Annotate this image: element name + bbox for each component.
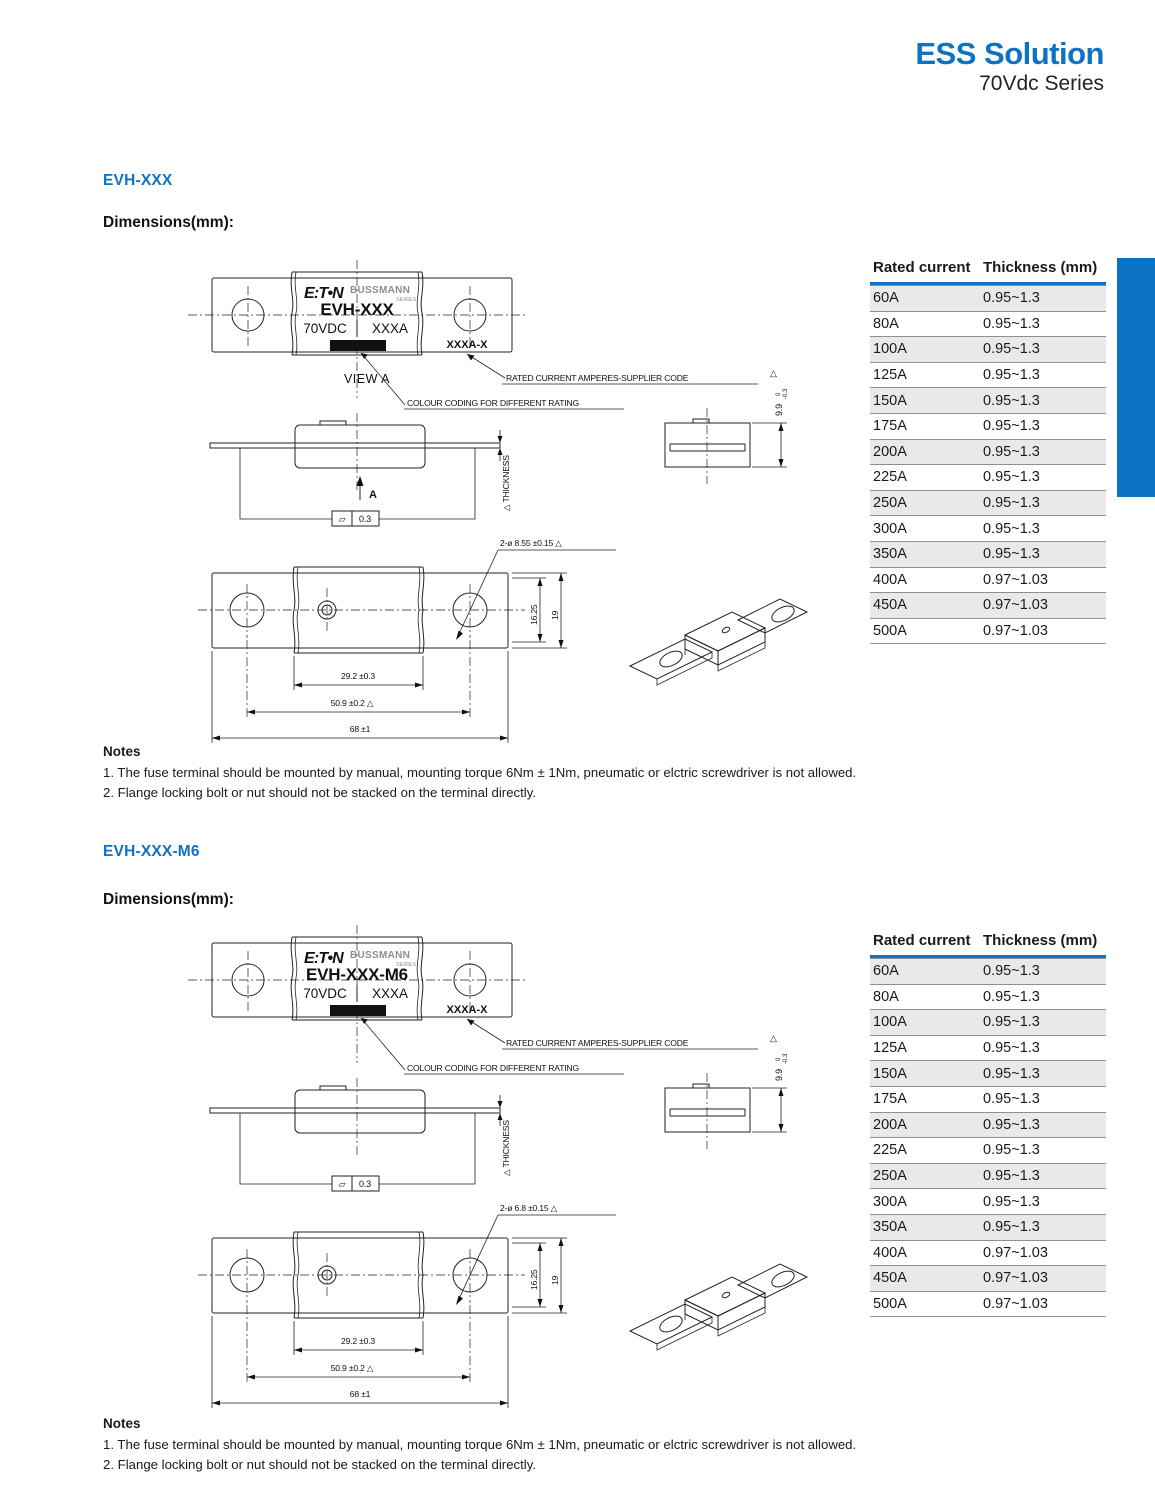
callout-rated-current: RATED CURRENT AMPERES-SUPPLIER CODE [506, 1038, 689, 1048]
datum-triangle: △ [770, 1033, 777, 1043]
thickness-cell: 0.95~1.3 [983, 1040, 1040, 1057]
thickness-cell: 0.95~1.3 [983, 1065, 1040, 1082]
rated-current-cell: 300A [873, 1193, 907, 1210]
rated-current-cell: 350A [873, 1219, 907, 1236]
dim-tab-width: 19 [550, 610, 560, 620]
thickness-cell: 0.95~1.3 [983, 1168, 1040, 1185]
table-header-cell: Rated current [873, 259, 971, 276]
thickness-cell: 0.95~1.3 [983, 495, 1040, 512]
top-view-geometry [188, 925, 528, 1063]
thickness-cell: 0.97~1.03 [983, 571, 1048, 588]
rated-current-cell: 150A [873, 392, 907, 409]
thickness-cell: 0.95~1.3 [983, 1091, 1040, 1108]
thickness-table-evh-xxx [870, 259, 1106, 644]
thickness-cell: 0.95~1.3 [983, 1193, 1040, 1210]
thickness-cell: 0.95~1.3 [983, 418, 1040, 435]
rated-current-cell: 225A [873, 469, 907, 486]
notes-title: Notes [103, 1416, 141, 1431]
thickness-callout [501, 1120, 511, 1176]
thickness-cell: 0.95~1.3 [983, 367, 1040, 384]
dim-tab-width: 19 [550, 1275, 560, 1285]
table-row [870, 567, 1106, 593]
table-row [870, 1009, 1106, 1035]
table-row [870, 439, 1106, 465]
tolerance-upper: 0 [776, 392, 782, 396]
table-row [870, 490, 1106, 516]
rated-current-cell: 500A [873, 623, 907, 640]
flatness-value: 0.3 [359, 1179, 371, 1189]
note-item: 2. Flange locking bolt or nut should not be stacked on the terminal directly. [103, 1457, 536, 1472]
height-dimension [774, 388, 789, 416]
thickness-callout [501, 455, 511, 511]
table-row [870, 1112, 1106, 1138]
thickness-cell: 0.95~1.3 [983, 290, 1040, 307]
page-edge-tab [1117, 258, 1155, 497]
note-item: 1. The fuse terminal should be mounted by manual, mounting torque 6Nm ± 1Nm, pneumatic or elctric screwdriver is not allowed. [103, 1437, 857, 1452]
fuse-drawing [180, 258, 810, 748]
current-label: XXXA [371, 986, 409, 1001]
bussmann-logo: BUSSMANN [350, 285, 411, 296]
table-row [870, 285, 1106, 311]
rated-current-cell: 80A [873, 315, 899, 332]
bottom-view-geometry [198, 550, 616, 743]
tolerance-lower: -0.3 [783, 1053, 789, 1064]
thickness-label: △ THICKNESS [501, 455, 511, 511]
callout-colour-coding: COLOUR CODING FOR DIFFERENT RATING [407, 1063, 579, 1073]
callout-colour-coding: COLOUR CODING FOR DIFFERENT RATING [407, 398, 579, 408]
thickness-cell: 0.95~1.3 [983, 341, 1040, 358]
thickness-cell: 0.97~1.03 [983, 1296, 1048, 1313]
rated-current-cell: 450A [873, 1270, 907, 1287]
rated-current-cell: 400A [873, 1244, 907, 1261]
view-a-label: VIEW A [343, 372, 391, 386]
rated-current-cell: 250A [873, 1168, 907, 1185]
table-row [870, 1291, 1106, 1318]
voltage-label: 70VDC [303, 321, 347, 336]
thickness-cell: 0.95~1.3 [983, 315, 1040, 332]
dim-mounting-holes: 2-ø 6.8 ±0.15 △ [500, 1203, 558, 1213]
table-row [870, 1137, 1106, 1163]
thickness-cell: 0.95~1.3 [983, 1142, 1040, 1159]
thickness-cell: 0.95~1.3 [983, 546, 1040, 563]
thickness-cell: 0.97~1.03 [983, 623, 1048, 640]
height-dimension [774, 1053, 789, 1081]
rated-current-cell: 60A [873, 963, 899, 980]
eaton-logo: E:T•N [304, 285, 343, 302]
fuse-drawing [180, 923, 810, 1413]
technical-drawing-evh-xxx [180, 258, 810, 748]
table-row [870, 541, 1106, 567]
rated-current-cell: 175A [873, 418, 907, 435]
section-heading-evh-xxx: EVH-XXX [103, 172, 173, 189]
notes-title: Notes [103, 744, 141, 759]
rated-current-cell: 450A [873, 597, 907, 614]
dim-inner-width: 29.2 ±0.3 [341, 671, 375, 681]
table-header-cell: Thickness (mm) [983, 932, 1098, 949]
note-item: 1. The fuse terminal should be mounted by manual, mounting torque 6Nm ± 1Nm, pneumatic or elctric screwdriver is not allowed. [103, 765, 857, 780]
technical-drawing-evh-xxx-m6 [180, 923, 810, 1413]
table-row [870, 413, 1106, 439]
table-header-row [870, 932, 1106, 958]
table-row [870, 387, 1106, 413]
dim-tab-inner: 16.25 [529, 1269, 539, 1290]
rated-current-cell: 125A [873, 367, 907, 384]
table-row [870, 1086, 1106, 1112]
end-view-geometry [665, 1073, 787, 1149]
section-letter: A [369, 489, 377, 501]
thickness-cell: 0.97~1.03 [983, 1270, 1048, 1287]
table-header-cell: Rated current [873, 932, 971, 949]
dimensions-label: Dimensions(mm): [103, 891, 234, 908]
thickness-cell: 0.95~1.3 [983, 1116, 1040, 1133]
thickness-table-evh-xxx-m6 [870, 932, 1106, 1317]
thickness-cell: 0.97~1.03 [983, 597, 1048, 614]
rated-current-cell: 250A [873, 495, 907, 512]
marking-label: XXXA-X [446, 339, 488, 351]
table-row [870, 311, 1106, 337]
tolerance-lower: -0.3 [783, 388, 789, 399]
flatness-value: 0.3 [359, 514, 371, 524]
dim-9-9: 9.9 [774, 1069, 784, 1081]
section-arrow [357, 476, 378, 501]
end-view-geometry [665, 408, 787, 484]
table-row [870, 1163, 1106, 1189]
notes-block-1 [103, 744, 893, 803]
table-row [870, 1265, 1106, 1291]
dim-mounting-holes: 2-ø 8.55 ±0.15 △ [500, 538, 562, 548]
rated-current-cell: 80A [873, 988, 899, 1005]
thickness-cell: 0.95~1.3 [983, 963, 1040, 980]
note-item: 2. Flange locking bolt or nut should not be stacked on the terminal directly. [103, 785, 536, 800]
table-row [870, 984, 1106, 1010]
eaton-logo: E:T•N [304, 950, 343, 967]
table-row [870, 464, 1106, 490]
thickness-cell: 0.95~1.3 [983, 1219, 1040, 1236]
rated-current-cell: 100A [873, 341, 907, 358]
isometric-view [630, 599, 807, 685]
thickness-cell: 0.95~1.3 [983, 988, 1040, 1005]
rated-current-cell: 300A [873, 520, 907, 537]
table-row [870, 515, 1106, 541]
model-label: EVH-XXX-M6 [306, 965, 408, 984]
thickness-label: △ THICKNESS [501, 1120, 511, 1176]
table-row [870, 1035, 1106, 1061]
thickness-cell: 0.97~1.03 [983, 1244, 1048, 1261]
rated-current-cell: 500A [873, 1296, 907, 1313]
notes-block-2 [103, 1416, 893, 1475]
rated-current-cell: 125A [873, 1040, 907, 1057]
voltage-label: 70VDC [303, 986, 347, 1001]
rated-current-cell: 400A [873, 571, 907, 588]
table-row [870, 336, 1106, 362]
rated-current-cell: 60A [873, 290, 899, 307]
flatness-symbol: ▱ [338, 1179, 346, 1189]
table-row [870, 1060, 1106, 1086]
thickness-cell: 0.95~1.3 [983, 443, 1040, 460]
series-label: SERIES [396, 962, 417, 968]
table-row [870, 592, 1106, 618]
thickness-cell: 0.95~1.3 [983, 469, 1040, 486]
colour-code-bar [330, 1005, 386, 1016]
side-view-geometry [210, 1078, 503, 1191]
table-header-cell: Thickness (mm) [983, 259, 1098, 276]
table-row [870, 1188, 1106, 1214]
dim-overall-length: 68 ±1 [349, 724, 371, 734]
thickness-cell: 0.95~1.3 [983, 1014, 1040, 1031]
series-label: SERIES [396, 297, 417, 303]
thickness-cell: 0.95~1.3 [983, 392, 1040, 409]
dim-overall-length: 68 ±1 [349, 1389, 371, 1399]
table-row [870, 1214, 1106, 1240]
dimensions-label: Dimensions(mm): [103, 214, 234, 231]
rated-current-cell: 200A [873, 443, 907, 460]
flatness-symbol: ▱ [338, 514, 346, 524]
marking-label: XXXA-X [446, 1004, 488, 1016]
thickness-cell: 0.95~1.3 [983, 520, 1040, 537]
table-row [870, 362, 1106, 388]
rated-current-cell: 100A [873, 1014, 907, 1031]
rated-current-cell: 225A [873, 1142, 907, 1159]
dim-9-9: 9.9 [774, 404, 784, 416]
dim-tab-inner: 16.25 [529, 604, 539, 625]
bussmann-logo: BUSSMANN [350, 950, 411, 961]
page-header [704, 36, 1104, 96]
rated-current-cell: 350A [873, 546, 907, 563]
colour-code-bar [330, 340, 386, 351]
model-label: EVH-XXX [320, 300, 394, 319]
page-title: ESS Solution [915, 36, 1104, 71]
rated-current-cell: 175A [873, 1091, 907, 1108]
dim-hole-span: 50.9 ±0.2 △ [330, 1363, 374, 1373]
rated-current-cell: 150A [873, 1065, 907, 1082]
dim-inner-width: 29.2 ±0.3 [341, 1336, 375, 1346]
page-subtitle: 70Vdc Series [979, 72, 1104, 95]
isometric-view [630, 1264, 807, 1350]
section-heading-evh-xxx-m6: EVH-XXX-M6 [103, 843, 200, 860]
bottom-view-geometry [198, 1215, 616, 1408]
table-row [870, 958, 1106, 984]
current-label: XXXA [371, 321, 409, 336]
table-header-row [870, 259, 1106, 285]
table-row [870, 618, 1106, 645]
side-view-geometry [210, 413, 503, 526]
tolerance-upper: 0 [776, 1057, 782, 1061]
callout-rated-current: RATED CURRENT AMPERES-SUPPLIER CODE [506, 373, 689, 383]
dim-hole-span: 50.9 ±0.2 △ [330, 698, 374, 708]
table-row [870, 1240, 1106, 1266]
rated-current-cell: 200A [873, 1116, 907, 1133]
datum-triangle: △ [770, 368, 777, 378]
